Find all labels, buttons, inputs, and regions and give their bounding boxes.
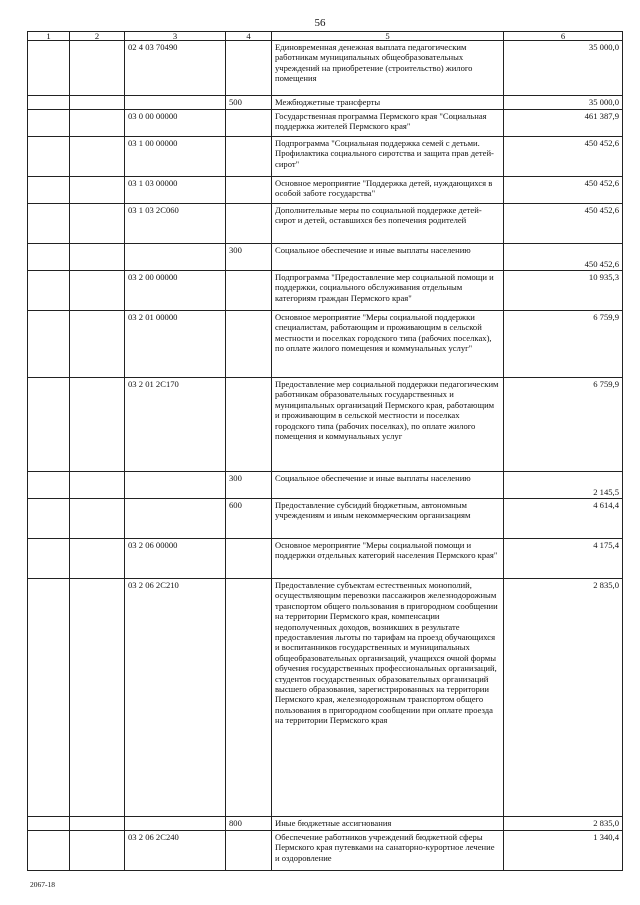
table-row <box>28 41 623 96</box>
amount-cell: 6 759,9 <box>504 311 623 378</box>
expense-type-cell <box>226 137 272 177</box>
table-row <box>28 499 623 539</box>
amount-cell: 450 452,6 <box>504 177 623 204</box>
expense-type-cell <box>226 378 272 472</box>
table-row <box>28 271 623 311</box>
budget-code-cell: 03 2 06 00000 <box>125 539 226 579</box>
column-header: 2 <box>70 32 125 41</box>
item-name-cell: Предоставление субсидий бюджетным, автономным учреждениям и иным некоммерческим организациям <box>272 499 504 539</box>
item-name-cell: Основное мероприятие "Меры социальной помощи и поддержки отдельных категорий населения Пермского края" <box>272 539 504 579</box>
item-name-cell: Социальное обеспечение и иные выплаты населению <box>272 472 504 499</box>
amount-cell: 450 452,6 <box>504 204 623 244</box>
column-header: 5 <box>272 32 504 41</box>
amount-cell: 10 935,3 <box>504 271 623 311</box>
expense-type-cell: 500 <box>226 96 272 110</box>
table-row <box>28 244 623 271</box>
footer-document-code: 2067-18 <box>30 880 55 889</box>
amount-cell: 6 759,9 <box>504 378 623 472</box>
item-name-cell: Предоставление субъектам естественных монополий, осуществляющим перевозки пассажиров железнодорожным транспортом общего пользования в пригородном сообщении на территории Пермского края, компенсации недополученных доходов, возникших в результате предоставления льготы по тарифам на проезд обучающихся и воспитанников государственных и муниципальных общеобразовательных организаций, учащихся очной формы обучения государственных профессиональных организаций, студентов государственных образовательных организаций высшего образования, зарегистрированных на территории Пермского края, железнодорожным транспортом общего пользования в пригородном сообщении при оплате проезда на территории Пермского края <box>272 579 504 817</box>
item-name-cell: Обеспечение работников учреждений бюджетной сферы Пермского края путевками на санаторно-курортное лечение и оздоровление <box>272 831 504 871</box>
table-row <box>28 96 623 110</box>
expense-type-cell <box>226 311 272 378</box>
expense-type-cell: 300 <box>226 244 272 271</box>
amount-cell: 450 452,6 <box>504 137 623 177</box>
table-row <box>28 817 623 831</box>
table-row <box>28 137 623 177</box>
amount-cell: 1 340,4 <box>504 831 623 871</box>
amount-cell: 4 175,4 <box>504 539 623 579</box>
budget-table <box>27 31 623 871</box>
amount-cell: 2 835,0 <box>504 817 623 831</box>
budget-code-cell: 02 4 03 70490 <box>125 41 226 96</box>
expense-type-cell: 300 <box>226 472 272 499</box>
budget-code-cell <box>125 96 226 110</box>
expense-type-cell: 800 <box>226 817 272 831</box>
expense-type-cell <box>226 110 272 137</box>
expense-type-cell <box>226 41 272 96</box>
budget-code-cell: 03 0 00 00000 <box>125 110 226 137</box>
expense-type-cell <box>226 831 272 871</box>
item-name-cell: Подпрограмма "Предоставление мер социальной помощи и поддержки, социального обслуживания отдельным категориям граждан Пермского края" <box>272 271 504 311</box>
expense-type-cell <box>226 204 272 244</box>
expense-type-cell <box>226 177 272 204</box>
amount-cell: 450 452,6 <box>504 244 623 271</box>
item-name-cell: Подпрограмма "Социальная поддержка семей с детьми. Профилактика социального сиротства и защита прав детей-сирот" <box>272 137 504 177</box>
table-row <box>28 177 623 204</box>
amount-cell: 35 000,0 <box>504 96 623 110</box>
table-row <box>28 378 623 472</box>
column-header: 1 <box>28 32 70 41</box>
column-header: 3 <box>125 32 226 41</box>
amount-cell: 4 614,4 <box>504 499 623 539</box>
table-header-row <box>28 32 623 41</box>
item-name-cell: Дополнительные меры по социальной поддержке детей-сирот и детей, оставшихся без попечения родителей <box>272 204 504 244</box>
item-name-cell: Иные бюджетные ассигнования <box>272 817 504 831</box>
table-row <box>28 311 623 378</box>
budget-code-cell: 03 1 03 2С060 <box>125 204 226 244</box>
budget-code-cell <box>125 499 226 539</box>
budget-code-cell: 03 1 00 00000 <box>125 137 226 177</box>
item-name-cell: Основное мероприятие "Поддержка детей, нуждающихся в особой заботе государства" <box>272 177 504 204</box>
table-row <box>28 472 623 499</box>
budget-code-cell: 03 2 06 2С240 <box>125 831 226 871</box>
table-row <box>28 539 623 579</box>
amount-cell: 2 145,5 <box>504 472 623 499</box>
budget-code-cell: 03 2 00 00000 <box>125 271 226 311</box>
expense-type-cell <box>226 271 272 311</box>
item-name-cell: Социальное обеспечение и иные выплаты населению <box>272 244 504 271</box>
expense-type-cell: 600 <box>226 499 272 539</box>
expense-type-cell <box>226 539 272 579</box>
budget-code-cell <box>125 244 226 271</box>
item-name-cell: Межбюджетные трансферты <box>272 96 504 110</box>
item-name-cell: Предоставление мер социальной поддержки педагогическим работникам образовательных государственных и муниципальных организаций Пермского края, работающим и проживающим в сельской местности и поселках городского типа (рабочих поселках), по оплате жилого помещения и коммунальных услуг <box>272 378 504 472</box>
table-row <box>28 579 623 817</box>
budget-code-cell: 03 2 01 00000 <box>125 311 226 378</box>
column-header: 4 <box>226 32 272 41</box>
amount-cell: 2 835,0 <box>504 579 623 817</box>
budget-code-cell: 03 1 03 00000 <box>125 177 226 204</box>
expense-type-cell <box>226 579 272 817</box>
budget-code-cell <box>125 472 226 499</box>
item-name-cell: Единовременная денежная выплата педагогическим работникам муниципальных общеобразовательных учреждений на приобретение (строительство) жилого помещения <box>272 41 504 96</box>
column-header: 6 <box>504 32 623 41</box>
amount-cell: 461 387,9 <box>504 110 623 137</box>
budget-code-cell: 03 2 06 2С210 <box>125 579 226 817</box>
item-name-cell: Основное мероприятие "Меры социальной поддержки специалистам, работающим и проживающим в сельской местности и поселках городского типа (рабочих поселках), по оплате жилого помещения и коммунальных услуг" <box>272 311 504 378</box>
page-number: 56 <box>314 17 326 29</box>
table-row <box>28 831 623 871</box>
table-row <box>28 204 623 244</box>
budget-code-cell: 03 2 01 2С170 <box>125 378 226 472</box>
table-row <box>28 110 623 137</box>
budget-code-cell <box>125 817 226 831</box>
item-name-cell: Государственная программа Пермского края "Социальная поддержка жителей Пермского края" <box>272 110 504 137</box>
amount-cell: 35 000,0 <box>504 41 623 96</box>
